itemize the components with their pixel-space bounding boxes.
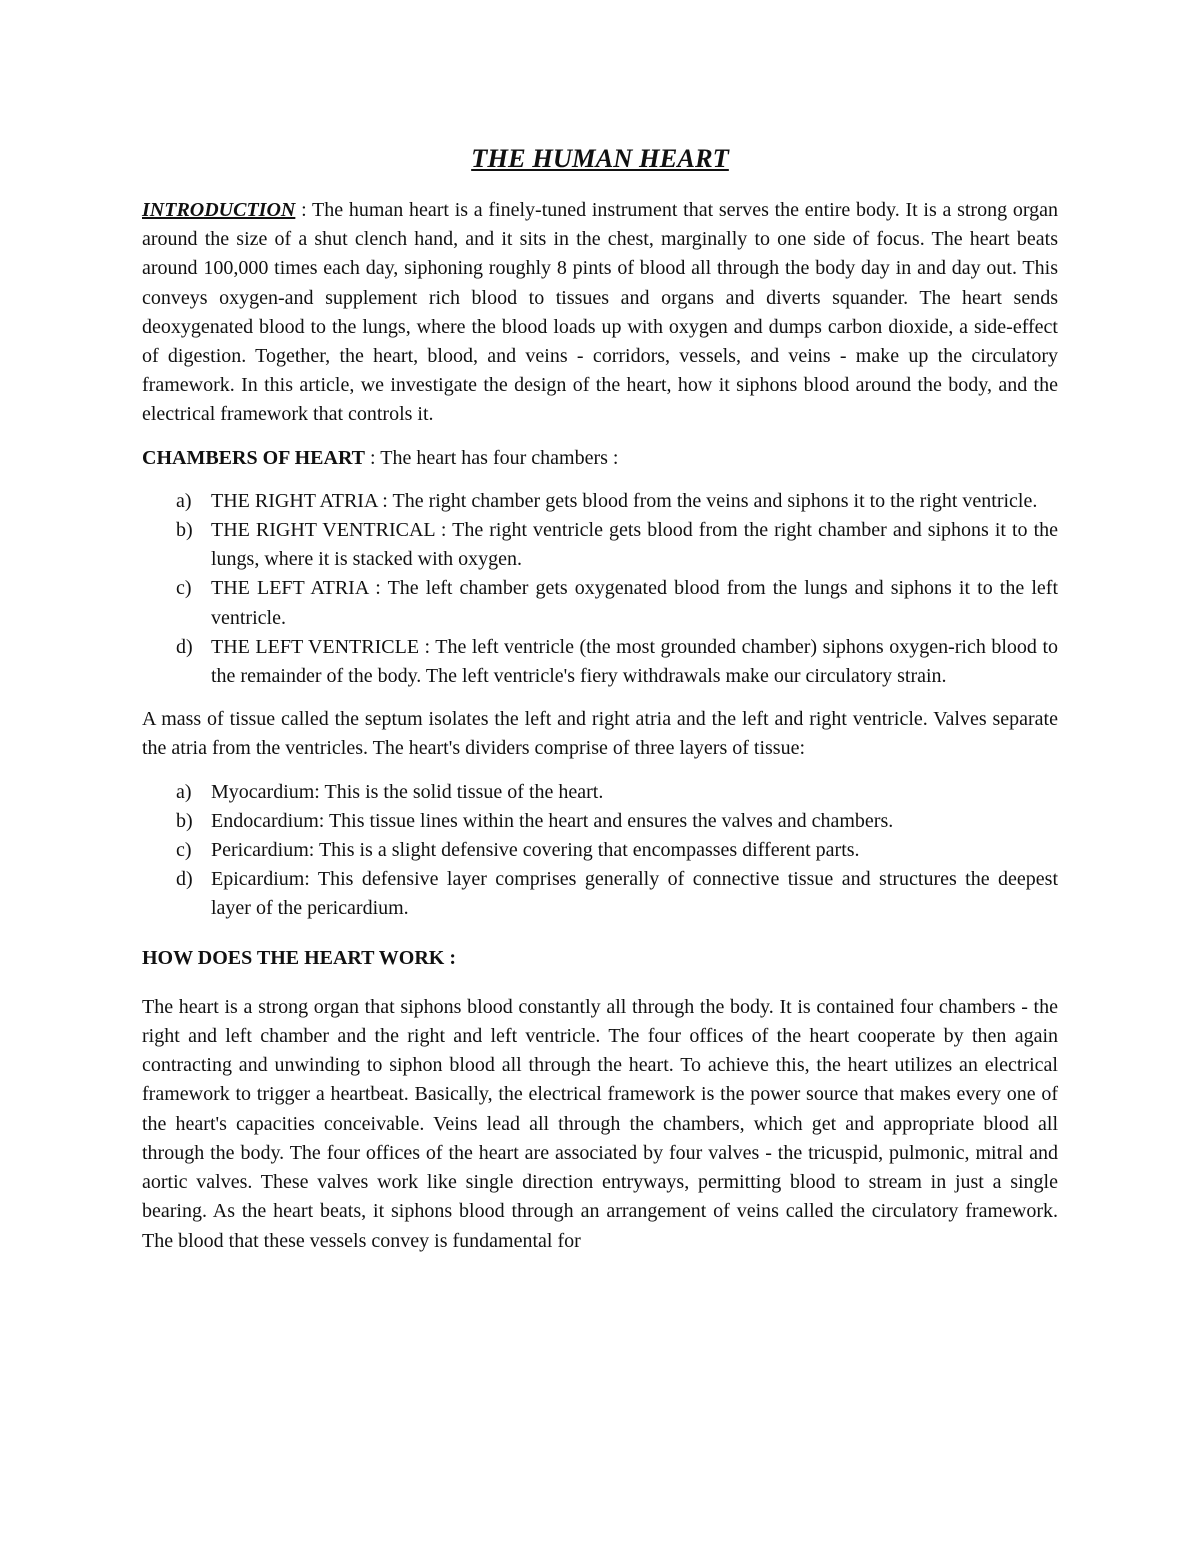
- list-item: [142, 633, 1058, 691]
- list-item: [142, 807, 1058, 836]
- list-marker: b): [176, 809, 193, 832]
- list-item: [142, 487, 1058, 516]
- introduction-paragraph: [142, 196, 1058, 430]
- list-marker: c): [176, 577, 192, 600]
- list-item-text: Pericardium: This is a slight defensive covering that encompasses different parts.: [211, 839, 860, 862]
- list-item-text: THE LEFT ATRIA : The left chamber gets oxygenated blood from the lungs and siphons it to the left ventricle.: [211, 577, 1058, 629]
- how-heart-works-heading: HOW DOES THE HEART WORK :: [142, 946, 457, 969]
- list-item: [142, 574, 1058, 632]
- list-item: [142, 836, 1058, 865]
- list-item-text: Epicardium: This defensive layer comprises generally of connective tissue and structures the deepest layer of the pericardium.: [211, 868, 1058, 920]
- document-page: [142, 140, 1058, 1270]
- list-marker: d): [176, 635, 193, 658]
- document-title: THE HUMAN HEART: [471, 143, 729, 173]
- chambers-list: [142, 487, 1058, 691]
- chambers-paragraph: [142, 444, 1058, 473]
- list-marker: b): [176, 519, 193, 542]
- chambers-intro-text: : The heart has four chambers :: [365, 446, 619, 469]
- list-item-text: Endocardium: This tissue lines within the heart and ensures the valves and chambers.: [211, 809, 894, 832]
- list-marker: a): [176, 489, 192, 512]
- layers-list: [142, 778, 1058, 924]
- list-item: [142, 865, 1058, 923]
- list-item-text: Myocardium: This is the solid tissue of the heart.: [211, 780, 604, 803]
- list-marker: a): [176, 780, 192, 803]
- list-item-text: THE RIGHT VENTRICAL : The right ventricle gets blood from the right chamber and siphons it to the lungs, where it is stacked with oxygen.: [211, 519, 1058, 571]
- how-heart-works-paragraph: The heart is a strong organ that siphons blood constantly all through the body. It is contained four chambers - the right and left chamber and the right and left ventricle. The four offices of the heart cooperate by then again contracting and unwinding to siphon blood all through the heart. To achieve this, the heart utilizes an electrical framework to trigger a heartbeat. Basically, the electrical framework is the power source that makes every one of the heart's capacities conceivable. Veins lead all through the chambers, which get and appropriate blood all through the body. The four offices of the heart are associated by four valves - the tricuspid, pulmonic, mitral and aortic valves. These valves work like single direction entryways, permitting blood to stream in just a single bearing. As the heart beats, it siphons blood through an arrangement of veins called the circulatory framework. The blood that these vessels convey is fundamental for: [142, 995, 1058, 1252]
- list-item: [142, 778, 1058, 807]
- list-marker: c): [176, 839, 192, 862]
- introduction-label: INTRODUCTION: [142, 199, 296, 221]
- introduction-text: : The human heart is a finely-tuned instrument that serves the entire body. It is a strong organ around the size of a shut clench hand, and it sits in the chest, marginally to one side of focus. The heart beats around 100,000 times each day, siphoning roughly 8 pints of blood all through the body day in and day out. This conveys oxygen-and supplement rich blood to tissues and organs and diverts squander. The heart sends deoxygenated blood to the lungs, where the blood loads up with oxygen and dumps carbon dioxide, a side-effect of digestion. Together, the heart, blood, and veins - corridors, vessels, and veins - make up the circulatory framework. In this article, we investigate the design of the heart, how it siphons blood around the body, and the electrical framework that controls it.: [142, 199, 1058, 426]
- list-marker: d): [176, 868, 193, 891]
- list-item: [142, 516, 1058, 574]
- chambers-label: CHAMBERS OF HEART: [142, 446, 366, 469]
- septum-paragraph: A mass of tissue called the septum isolates the left and right atria and the left and right ventricle. Valves separate the atria from the ventricles. The heart's dividers comprise of three layers of tissue:: [142, 708, 1058, 760]
- list-item-text: THE LEFT VENTRICLE : The left ventricle (the most grounded chamber) siphons oxygen-rich blood to the remainder of the body. The left ventricle's fiery withdrawals make our circulatory strain.: [211, 635, 1058, 688]
- list-item-text: THE RIGHT ATRIA : The right chamber gets blood from the veins and siphons it to the right ventricle.: [211, 489, 1038, 512]
